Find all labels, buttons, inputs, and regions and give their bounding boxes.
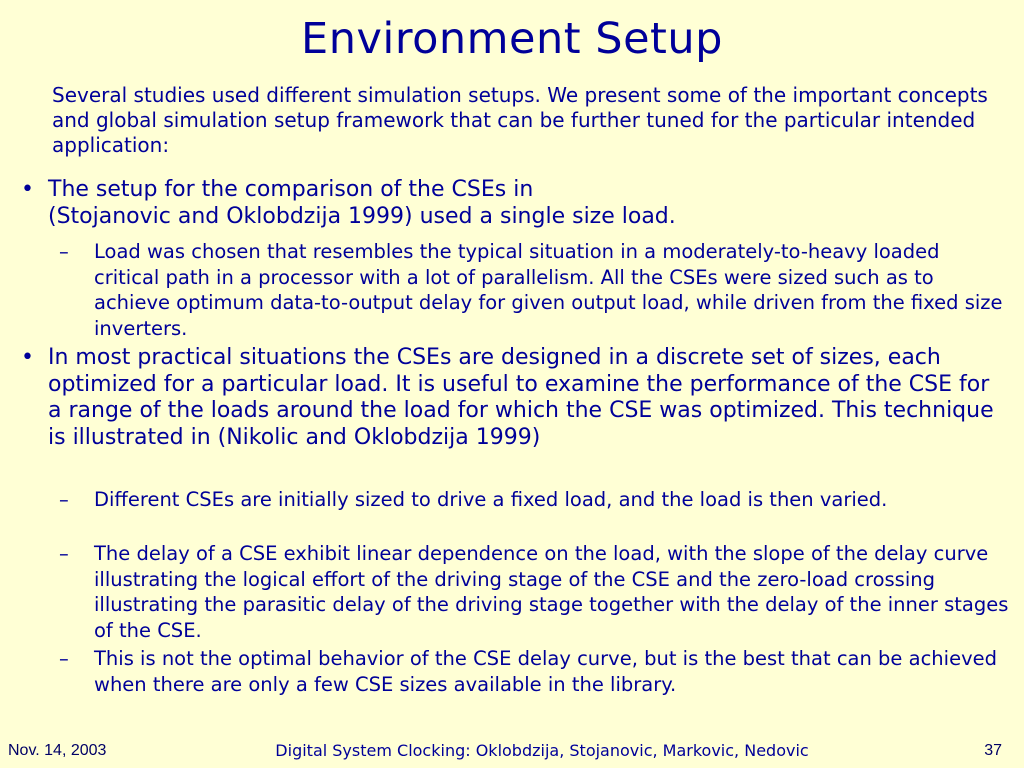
sub-bullet-item (59, 646, 1012, 697)
sub-bullet-item (59, 487, 1006, 513)
bullet-text-line: (Stojanovic and Oklobdzija 1999) used a single size load. (48, 203, 676, 229)
sub-bullet-dash: – (59, 240, 69, 263)
bullet-marker: • (21, 177, 34, 202)
bullet-item (21, 177, 998, 230)
sub-bullet-item (59, 541, 1012, 643)
sub-bullet-text: Load was chosen that resembles the typical situation in a moderately-to-heavy loaded critical path in a processor with a lot of parallelism. All the CSEs were sized such as to achieve optimum data-to-output delay for given output load, while driven from the fixed size inverters. (94, 240, 1003, 340)
slide-title: Environment Setup (301, 14, 723, 64)
intro-paragraph: Several studies used different simulation setups. We present some of the important concepts and global simulation setup framework that can be further tuned for the particular intended application: (52, 83, 988, 157)
footer-date: Nov. 14, 2003 (8, 742, 107, 759)
sub-bullet-item (59, 239, 1006, 341)
bullet-item (21, 345, 998, 451)
footer-authors: Digital System Clocking: Oklobdzija, Stojanovic, Markovic, Nedovic (275, 741, 809, 760)
sub-bullet-dash: – (59, 647, 69, 670)
bullet-marker: • (21, 345, 34, 370)
sub-bullet-dash: – (59, 488, 69, 511)
sub-bullet-text: This is not the optimal behavior of the CSE delay curve, but is the best that can be achieved when there are only a few CSE sizes available in the library. (94, 647, 997, 696)
sub-bullet-text: Different CSEs are initially sized to drive a fixed load, and the load is then varied. (94, 488, 888, 511)
sub-bullet-text: The delay of a CSE exhibit linear dependence on the load, with the slope of the delay curve illustrating the logical effort of the driving stage of the CSE and the zero-load crossing illustrating the parasitic delay of the driving stage together with the delay of the inner stages of the CSE. (94, 542, 1009, 642)
footer-page-number: 37 (984, 742, 1002, 759)
bullet-text: In most practical situations the CSEs are designed in a discrete set of sizes, each optimized for a particular load. It is useful to examine the performance of the CSE for a range of the loads around the load for which the CSE was optimized. This technique is illustrated in (Nikolic and Oklobdzija 1999) (48, 345, 994, 450)
sub-bullet-dash: – (59, 542, 69, 565)
bullet-text-line: The setup for the comparison of the CSEs in (48, 177, 534, 202)
